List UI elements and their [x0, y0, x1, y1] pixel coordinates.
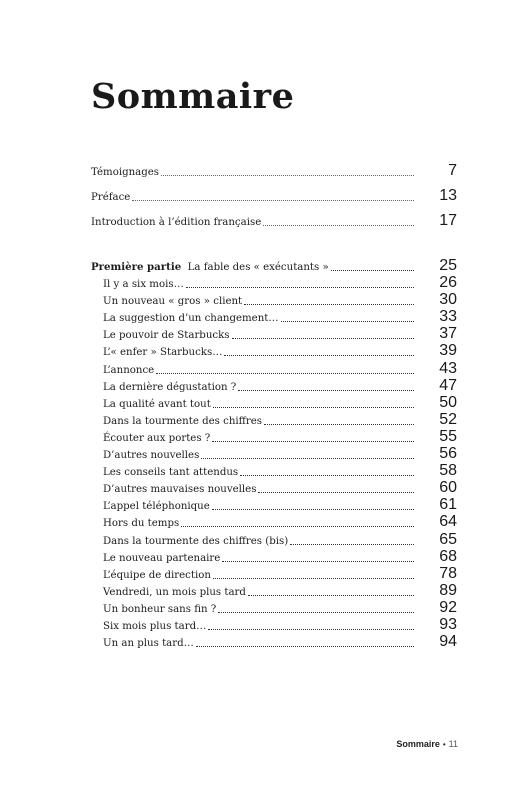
toc-entry-label: L’annonce [103, 364, 155, 376]
toc-entry-page: 7 [448, 162, 457, 179]
toc-entry-page: 37 [439, 325, 457, 343]
leader-dots [240, 473, 414, 476]
toc-entry-page: 50 [439, 393, 457, 411]
leader-dots [181, 524, 414, 527]
toc-entry[interactable] [103, 462, 457, 479]
toc-entry[interactable] [103, 342, 457, 359]
leader-dots [263, 223, 414, 226]
toc-entry-label: La qualité avant tout [103, 398, 211, 410]
toc-entry[interactable] [103, 394, 457, 411]
toc-entry-label: L’« enfer » Starbucks… [103, 347, 223, 359]
toc-entry[interactable] [103, 496, 457, 513]
leader-dots [161, 173, 414, 176]
toc-entry[interactable] [103, 599, 457, 616]
toc-entry-page: 26 [439, 274, 457, 291]
toc-entry-page: 89 [439, 581, 457, 599]
toc-entry-label: Introduction à l’édition française [91, 217, 262, 228]
leader-dots [222, 559, 414, 562]
toc-entry-page: 25 [439, 257, 457, 274]
toc-entry-label: Hors du temps [103, 518, 180, 530]
toc-entry-label: Les conseils tant attendus [103, 467, 239, 479]
leader-dots [208, 627, 414, 630]
toc-entry-label: Six mois plus tard… [103, 621, 207, 632]
part-title-label: La fable des « exécutants » [187, 262, 329, 273]
toc-entry-label: Un an plus tard… [103, 638, 194, 650]
leader-dots [331, 268, 414, 271]
toc-entry-label: La dernière dégustation ? [103, 381, 237, 393]
toc-entry[interactable] [103, 513, 457, 530]
toc-entry-label: L’équipe de direction [103, 569, 211, 581]
toc-entry[interactable] [103, 308, 457, 325]
part-number-label: Première partie [91, 261, 182, 273]
toc-entry[interactable] [103, 411, 457, 428]
toc-entry[interactable] [103, 291, 457, 308]
toc-entry-label: Le pouvoir de Starbucks [103, 330, 230, 342]
toc-entry[interactable] [103, 428, 457, 445]
toc-entry-label: Témoignages [91, 167, 160, 178]
toc-entry[interactable] [103, 377, 457, 394]
toc-entry-page: 64 [439, 513, 457, 531]
leader-dots [258, 490, 414, 493]
toc-entry-label: Le nouveau partenaire [103, 552, 221, 564]
toc-entry-page: 93 [439, 616, 457, 633]
leader-dots [212, 439, 414, 442]
leader-dots [224, 353, 414, 356]
leader-dots [212, 507, 414, 510]
leader-dots [186, 285, 414, 288]
toc-entry-page: 43 [439, 359, 457, 377]
toc-entry-label: Écouter aux portes ? [103, 432, 211, 444]
leader-dots [196, 644, 414, 647]
leader-dots [290, 542, 414, 545]
toc-entry-label: Il y a six mois… [103, 279, 184, 290]
toc-entry-label: Un bonheur sans fin ? [103, 603, 217, 615]
toc-entry-label: L’appel téléphonique [103, 501, 210, 513]
leader-dots [238, 388, 414, 391]
toc-entry-page: 92 [439, 598, 457, 616]
toc-entry-page: 94 [439, 633, 457, 651]
toc-entry-label: D’autres nouvelles [103, 450, 200, 461]
toc-entry[interactable] [103, 479, 457, 496]
toc-entry-label: D’autres mauvaises nouvelles [103, 484, 257, 496]
leader-dots [213, 576, 414, 579]
toc-entry-page: 60 [439, 479, 457, 497]
toc-entry[interactable] [103, 565, 457, 582]
footer-bullet: • [442, 740, 446, 749]
toc-entry-label: La suggestion d’un changement… [103, 313, 279, 325]
toc-entry-page: 65 [439, 530, 457, 548]
toc-entry-page: 30 [439, 291, 457, 309]
toc-entry[interactable] [91, 212, 457, 229]
page-footer [396, 739, 458, 749]
leader-dots [218, 610, 414, 613]
toc-entry[interactable] [103, 360, 457, 377]
toc-entry-page: 78 [439, 564, 457, 582]
toc-entry-page: 68 [439, 547, 457, 565]
leader-dots [213, 405, 414, 408]
toc-entry-page: 58 [439, 462, 457, 480]
footer-page-number: 11 [448, 739, 458, 749]
toc-entry-page: 61 [439, 496, 457, 514]
toc-entry-label: Dans la tourmente des chiffres [103, 415, 263, 427]
toc-entry[interactable] [103, 633, 457, 650]
leader-dots [201, 456, 414, 459]
leader-dots [248, 593, 414, 596]
toc-entry[interactable] [91, 187, 457, 204]
toc-entry-label: Préface [91, 192, 131, 203]
toc-entry-page: 17 [439, 212, 457, 229]
toc-entry[interactable] [91, 162, 457, 179]
leader-dots [244, 302, 414, 305]
toc-entry[interactable] [103, 274, 457, 291]
toc-entry-page: 33 [439, 308, 457, 326]
leader-dots [156, 371, 414, 374]
toc-entry-label: Vendredi, un mois plus tard [103, 586, 246, 598]
toc-entry-label: Un nouveau « gros » client [103, 296, 243, 308]
toc-part-entry[interactable] [91, 257, 457, 274]
toc-entry[interactable] [103, 531, 457, 548]
page-title: Sommaire [91, 76, 295, 117]
leader-dots [232, 336, 415, 339]
toc-entry[interactable] [103, 548, 457, 565]
toc-entry-label: Dans la tourmente des chiffres (bis) [103, 535, 289, 547]
toc-entry-page: 52 [439, 410, 457, 428]
leader-dots [281, 319, 414, 322]
toc-entry-page: 13 [439, 187, 457, 204]
toc-entry-page: 55 [439, 427, 457, 445]
toc-entry-page: 56 [439, 445, 457, 462]
toc-entry-page: 47 [439, 376, 457, 394]
toc-entry[interactable] [103, 582, 457, 599]
toc-part-label [91, 261, 329, 274]
footer-title: Sommaire [396, 739, 440, 749]
toc-entry[interactable] [103, 616, 457, 633]
toc-entry-page: 39 [439, 342, 457, 360]
leader-dots [132, 198, 414, 201]
toc-entry[interactable] [103, 445, 457, 462]
toc-entry[interactable] [103, 325, 457, 342]
leader-dots [264, 422, 414, 425]
